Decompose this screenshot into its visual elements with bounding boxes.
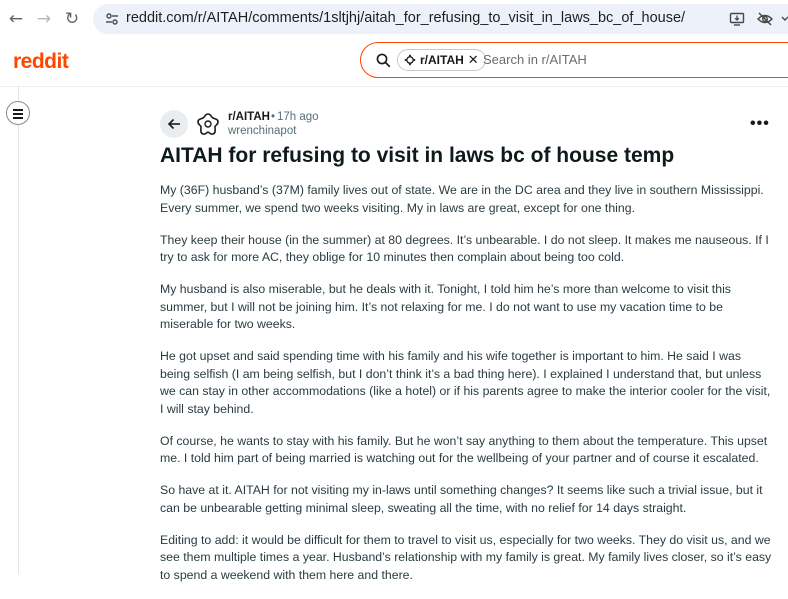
arrow-left-icon <box>167 117 181 131</box>
search-icon <box>376 53 391 68</box>
site-header <box>0 38 788 87</box>
back-button[interactable] <box>160 110 188 138</box>
hamburger-icon <box>13 109 23 111</box>
eye-slash-icon[interactable] <box>757 11 773 27</box>
subreddit-filter-chip[interactable] <box>397 49 486 71</box>
hamburger-icon-line <box>13 117 23 119</box>
back-arrow-icon[interactable]: ← <box>8 9 24 29</box>
site-settings-icon[interactable] <box>105 12 119 26</box>
install-app-icon[interactable] <box>729 11 745 27</box>
post-paragraph: So have at it. AITAH for not visiting my in-laws until something changes? It seems like such a trivial issue, but it can be unbearable getting minimal sleep, sweating all the time, with no relief for 14 days straight. <box>160 483 763 515</box>
address-bar[interactable] <box>93 4 788 34</box>
post-age: 17h ago <box>277 111 319 123</box>
reload-icon[interactable]: ↻ <box>64 9 80 29</box>
reddit-logo[interactable]: reddit <box>13 50 69 73</box>
search-input[interactable]: Search in r/AITAH <box>483 52 587 67</box>
author-link[interactable]: wrenchinapot <box>228 125 297 137</box>
post-paragraph: Editing to add: it would be difficult for them to travel to visit us, especially for two weeks. They do visit us, and we see them multiple times a year. Husband’s relationship with my family is great. My family lives closer, so it’s easy to spend a weekend with them here and there. <box>160 532 772 582</box>
chip-label: r/AITAH <box>420 53 464 67</box>
post-title: AITAH for refusing to visit in laws bc of house temp <box>160 144 675 167</box>
post-paragraph: My husband is also miserable, but he deals with it. Tonight, I told him he’s more than welcome to visit this summer, but I will not be joining him. It’s not relaxing for me. I do not want to use my vacation time to be miserable for two weeks. <box>160 282 731 331</box>
post-body <box>160 182 772 599</box>
subreddit-link[interactable]: r/AITAH <box>228 111 270 123</box>
url-text[interactable]: reddit.com/r/AITAH/comments/1sltjhj/aitah_for_refusing_to_visit_in_laws_bc_of_house/ <box>126 10 686 26</box>
post-paragraph: He got upset and said spending time with his family and his wife together is important to him. He said I was being selfish (I am being selfish, but I don’t think it’s a bad thing here). I explained I understand that, but unless we can stay in other accommodations (like a hotel) or if his parents agree to make the interior cooler for the visit, I will stay behind. <box>160 349 771 416</box>
post-paragraph: They keep their house (in the summer) at 80 degrees. It’s unbearable. I do not sleep. It makes me nauseous. If I try to ask for more AC, they oblige for 10 minutes then complain about being too cold. <box>160 232 769 264</box>
forward-arrow-icon[interactable]: → <box>36 9 52 29</box>
post-paragraph: Of course, he wants to stay with his family. But he won’t say anything to them about the temperature. This upset me. I told him part of being married is watching out for the wellbeing of your partner and of course it escalated. <box>160 433 768 465</box>
meta-separator: • <box>271 111 276 123</box>
chevron-down-icon[interactable] <box>781 11 788 27</box>
hamburger-icon-line <box>13 113 23 115</box>
search-bar[interactable] <box>360 42 788 78</box>
subreddit-avatar[interactable] <box>194 110 222 138</box>
post-paragraph: My (36F) husband’s (37M) family lives out of state. We are in the DC area and they live in southern Mississippi. Every summer, we spend two weeks visiting. My in laws are great, except for one thing. <box>160 183 764 215</box>
subreddit-icon <box>404 54 416 66</box>
close-icon[interactable]: ✕ <box>467 52 479 68</box>
sidebar-divider <box>18 86 19 574</box>
sidebar-toggle-button[interactable] <box>6 101 30 125</box>
browser-toolbar <box>0 0 788 38</box>
more-options-icon[interactable]: ••• <box>750 115 770 132</box>
